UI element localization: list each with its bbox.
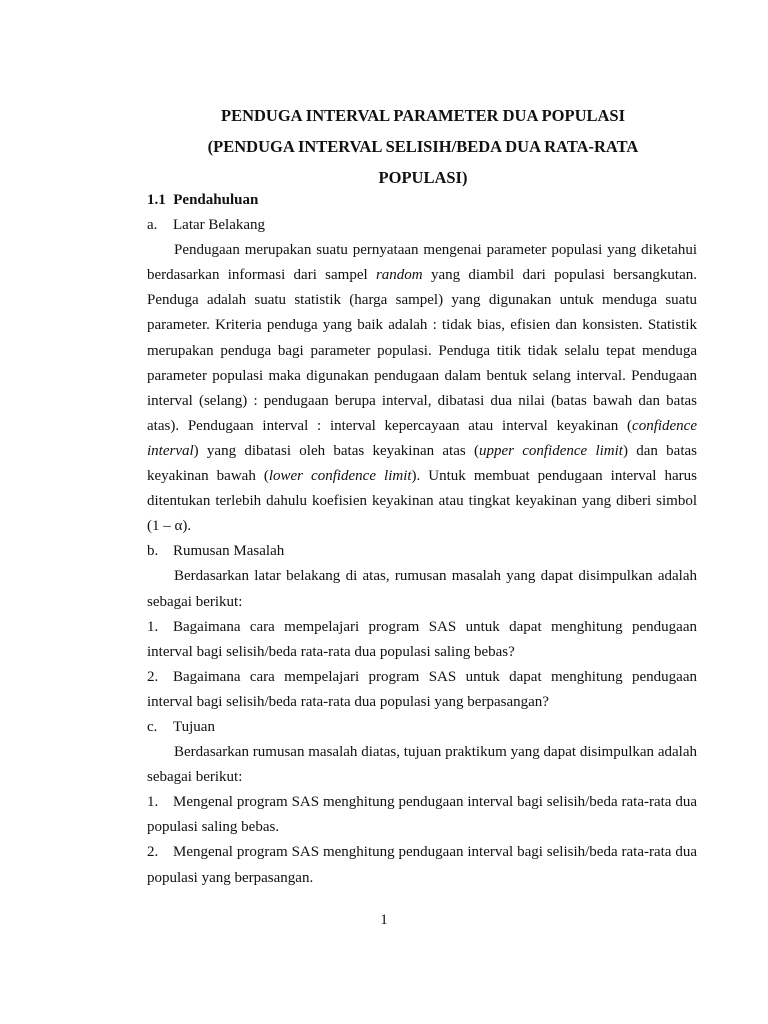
- section-title: Pendahuluan: [173, 192, 259, 208]
- list-number: 1.: [147, 794, 159, 811]
- subsection-title-a: Latar Belakang: [173, 217, 266, 234]
- subsection-title-c: Tujuan: [173, 718, 215, 735]
- paragraph-italic-term: random: [375, 267, 423, 284]
- subsection-heading-c: [147, 715, 697, 740]
- background-paragraph: [147, 238, 697, 539]
- paragraph-text: ). Untuk membuat pendugaan interval harus ditentukan terlebih dahulu koefisien keyakinan atau tingkat keyakinan yang diberi simbol (1 – α).: [147, 468, 697, 535]
- document-title: [150, 100, 696, 193]
- title-line-1: PENDUGA INTERVAL PARAMETER DUA POPULASI: [220, 106, 626, 125]
- subsection-label-b: b.: [147, 543, 159, 560]
- subsection-title-b: Rumusan Masalah: [173, 543, 285, 560]
- list-item: [147, 615, 697, 665]
- subsection-heading-a: [147, 213, 697, 238]
- subsection-label-a: a.: [147, 217, 158, 234]
- subsection-label-c: c.: [147, 718, 158, 735]
- list-item: [147, 840, 697, 890]
- paragraph-italic-term: confidence interval: [147, 417, 697, 459]
- section-number: 1.1: [147, 192, 166, 208]
- page-number: 1: [380, 912, 388, 928]
- paragraph-text: ) dan batas keyakinan bawah (: [147, 442, 697, 485]
- objective-intro: Berdasarkan rumusan masalah diatas, tujuan praktikum yang dapat disimpulkan adalah sebagai berikut:: [147, 744, 697, 786]
- problem-intro: Berdasarkan latar belakang di atas, rumusan masalah yang dapat disimpulkan adalah sebagai berikut:: [147, 568, 697, 610]
- list-number: 2.: [147, 668, 159, 685]
- paragraph-text: ) yang dibatasi oleh batas keyakinan atas (: [193, 442, 479, 459]
- section-heading: [147, 188, 697, 213]
- paragraph-italic-term: lower confidence limit: [268, 468, 412, 485]
- title-line-2: (PENDUGA INTERVAL SELISIH/BEDA DUA RATA-RATA: [207, 137, 639, 156]
- document-body: [147, 188, 697, 891]
- subsection-heading-b: [147, 539, 697, 564]
- list-number: 2.: [147, 844, 159, 861]
- list-text: Bagaimana cara mempelajari program SAS untuk dapat menghitung pendugaan interval bagi selisih/beda rata-rata dua populasi saling bebas?: [147, 618, 697, 660]
- title-line-3: POPULASI): [378, 168, 468, 187]
- list-text: Bagaimana cara mempelajari program SAS untuk dapat menghitung pendugaan interval bagi selisih/beda rata-rata dua populasi yang berpasangan?: [147, 668, 697, 710]
- paragraph-text: yang diambil dari populasi bersangkutan. Penduga adalah suatu statistik (harga sampel) yang digunakan untuk menduga suatu parameter. Kriteria penduga yang baik adalah : tidak bias, efisien dan konsisten. Statistik merupakan penduga bagi parameter populasi. Penduga titik tidak selalu tepat menduga parameter populasi maka digunakan pendugaan dalam bentuk selang interval. Pendugaan interval (selang) : pendugaan berupa interval, dibatasi dua nilai (batas bawah dan batas atas). Pendugaan interval : interval kepercayaan atau interval keyakinan (: [147, 267, 698, 434]
- paragraph-text: Pendugaan merupakan suatu pernyataan mengenai parameter populasi yang diketahui berdasarkan informasi dari sampel: [147, 242, 697, 284]
- list-number: 1.: [147, 618, 159, 635]
- list-item: [147, 790, 697, 840]
- list-item: [147, 665, 697, 715]
- list-text: Mengenal program SAS menghitung pendugaan interval bagi selisih/beda rata-rata dua populasi saling bebas.: [147, 794, 697, 836]
- paragraph-italic-term: upper confidence limit: [478, 442, 623, 459]
- list-text: Mengenal program SAS menghitung pendugaan interval bagi selisih/beda rata-rata dua populasi yang berpasangan.: [147, 844, 697, 886]
